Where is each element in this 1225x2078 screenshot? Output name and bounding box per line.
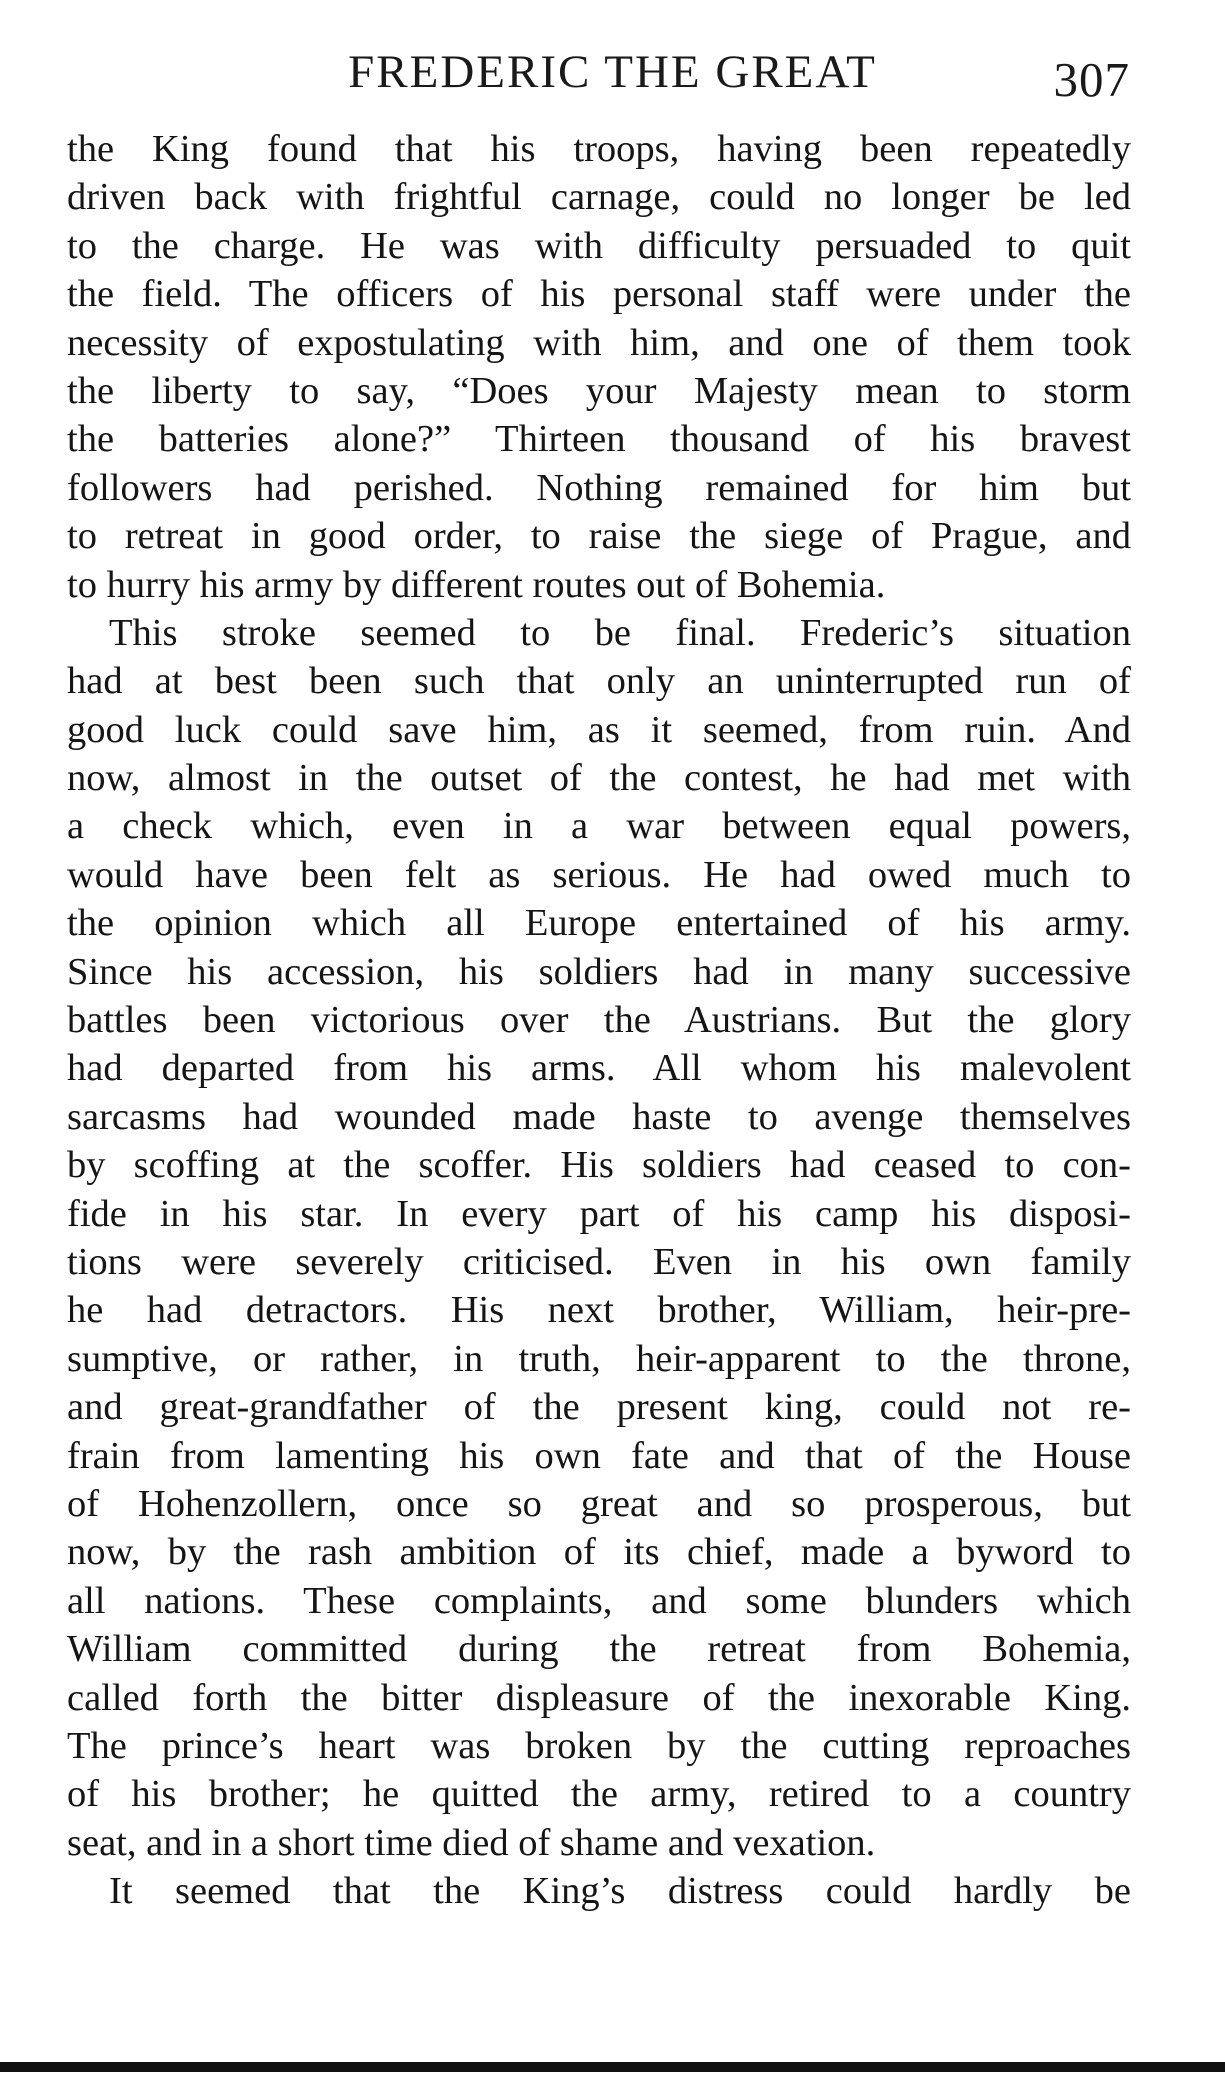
text-line: he had detractors. His next brother, William, heir-pre- xyxy=(67,1289,1131,1332)
text-line: sumptive, or rather, in truth, heir-apparent to the throne, xyxy=(67,1337,1131,1380)
text-line: had at best been such that only an uninterrupted run of xyxy=(67,660,1131,703)
text-line: had departed from his arms. All whom his malevolent xyxy=(67,1047,1131,1090)
text-line: by scoffing at the scoffer. His soldiers had ceased to con- xyxy=(67,1144,1131,1187)
text-line: seat, and in a short time died of shame and vexation. xyxy=(67,1821,876,1864)
text-line: William committed during the retreat from Bohemia, xyxy=(67,1628,1131,1671)
text-line: would have been felt as serious. He had owed much to xyxy=(67,853,1131,896)
text-line: now, by the rash ambition of its chief, made a byword to xyxy=(67,1531,1131,1574)
text-line: tions were severely criticised. Even in his own family xyxy=(67,1240,1131,1283)
paragraph-1 xyxy=(67,125,1131,609)
paragraph-2 xyxy=(67,609,1131,1867)
text-line: now, almost in the outset of the contest, he had met with xyxy=(67,757,1131,800)
text-line: It seemed that the King’s distress could hardly be xyxy=(109,1870,1131,1913)
text-line: the field. The officers of his personal staff were under the xyxy=(67,273,1131,316)
text-line: This stroke seemed to be final. Frederic’s situation xyxy=(109,611,1131,654)
text-line: Since his accession, his soldiers had in many successive xyxy=(67,950,1131,993)
text-line: necessity of expostulating with him, and one of them took xyxy=(67,321,1131,364)
running-title: FREDERIC THE GREAT xyxy=(348,46,877,98)
text-line: battles been victorious over the Austrians. But the glory xyxy=(67,999,1131,1042)
body-text xyxy=(67,125,1131,1915)
text-line: the batteries alone?” Thirteen thousand of his bravest xyxy=(67,418,1131,461)
page-number: 307 xyxy=(1053,52,1130,107)
paragraph-3 xyxy=(67,1867,1131,1915)
text-line: of Hohenzollern, once so great and so prosperous, but xyxy=(67,1482,1131,1525)
text-line: fide in his star. In every part of his camp his disposi- xyxy=(67,1192,1131,1235)
text-line: the opinion which all Europe entertained of his army. xyxy=(67,902,1131,945)
text-line: good luck could save him, as it seemed, from ruin. And xyxy=(67,708,1131,751)
text-line: to hurry his army by different routes out of Bohemia. xyxy=(67,563,886,606)
text-line: frain from lamenting his own fate and that of the House xyxy=(67,1434,1131,1477)
text-line: the King found that his troops, having been repeatedly xyxy=(67,128,1131,170)
text-line: to the charge. He was with difficulty persuaded to quit xyxy=(67,224,1131,267)
text-line: driven back with frightful carnage, could no longer be led xyxy=(67,176,1131,219)
text-line: all nations. These complaints, and some blunders which xyxy=(67,1579,1131,1622)
text-line: of his brother; he quitted the army, retired to a country xyxy=(67,1773,1131,1816)
text-line: the liberty to say, “Does your Majesty mean to storm xyxy=(67,369,1131,412)
bottom-rule xyxy=(0,2062,1225,2072)
text-line: called forth the bitter displeasure of the inexorable King. xyxy=(67,1676,1131,1719)
text-line: The prince’s heart was broken by the cutting reproaches xyxy=(67,1724,1131,1767)
text-line: sarcasms had wounded made haste to avenge themselves xyxy=(67,1095,1131,1138)
text-line: to retreat in good order, to raise the siege of Prague, and xyxy=(67,515,1131,558)
text-line: and great-grandfather of the present king, could not re- xyxy=(67,1386,1131,1429)
text-line: followers had perished. Nothing remained for him but xyxy=(67,466,1131,509)
text-line: a check which, even in a war between equal powers, xyxy=(67,805,1131,848)
